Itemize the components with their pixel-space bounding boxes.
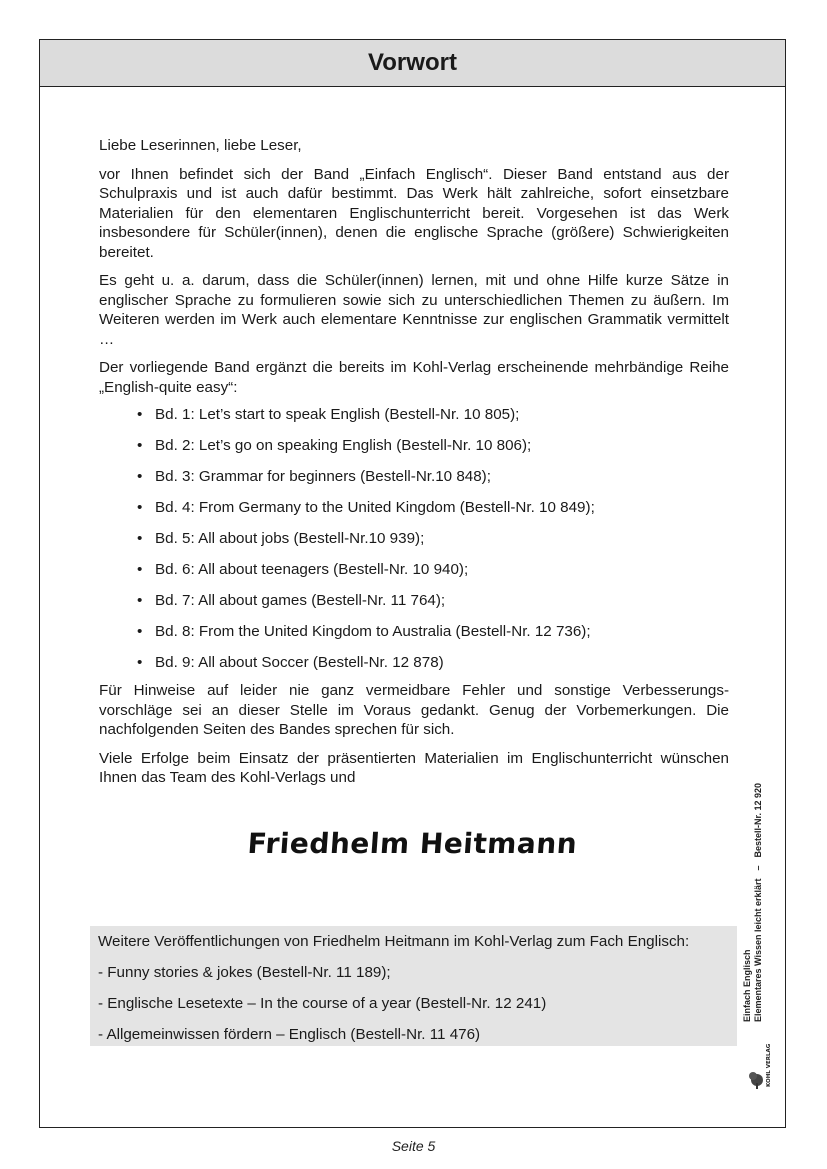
publications-box <box>90 926 737 1046</box>
paragraph-goals: Es geht u. a. darum, dass die Schüler(innen) lernen, mit und ohne Hilfe kurze Sätze in englischer Sprache zu formulieren sowie sich zu unterschiedlichen Themen zu äußern. Im Weiteren werden im Werk auch elementare Kenntnisse zur englischen Grammatik vermittelt … <box>99 272 729 348</box>
publications-heading: Weitere Veröffentlichungen von Friedhelm Heitmann im Kohl-Verlag zum Fach Englisch: <box>98 933 690 950</box>
list-item: • Bd. 9: All about Soccer (Bestell-Nr. 12 878) <box>137 653 729 684</box>
list-item: • Bd. 2: Let’s go on speaking English (Bestell-Nr. 10 806); <box>137 436 729 467</box>
list-item: - Allgemeinwissen fördern – Englisch (Bestell-Nr. 11 476) <box>98 1026 481 1043</box>
list-item: • Bd. 7: All about games (Bestell-Nr. 11 764); <box>137 591 729 622</box>
list-item: • Bd. 1: Let’s start to speak English (Bestell-Nr. 10 805); <box>137 405 729 436</box>
side-publication-info <box>742 722 764 1022</box>
list-item: - Funny stories & jokes (Bestell-Nr. 11 189); <box>98 964 391 981</box>
page-frame <box>39 39 786 1128</box>
list-item: - Englische Lesetexte – In the course of a year (Bestell-Nr. 12 241) <box>98 995 547 1012</box>
series-list <box>99 405 729 684</box>
side-order-number: Bestell-Nr. 12 920 <box>753 782 763 858</box>
publisher-logo-icon <box>746 1033 780 1091</box>
paragraph-series: Der vorliegende Band ergänzt die bereits im Kohl-Verlag erscheinende mehrbändige Reihe „English-quite easy“: <box>99 359 729 396</box>
author-signature: Friedhelm Heitmann <box>246 827 579 860</box>
page-title: Vorwort <box>40 40 785 87</box>
side-separator: – <box>753 865 763 871</box>
list-item: • Bd. 6: All about teenagers (Bestell-Nr. 10 940); <box>137 560 729 591</box>
paragraph-intro: vor Ihnen befindet sich der Band „Einfach Englisch“. Dieser Band entstand aus der Schulpraxis und ist auch dafür bestimmt. Das Werk hält zahlreiche, sofort einsetzbare Materialien für den elementaren Englischunterricht bereit. Vorgesehen ist das Werk insbesondere für Schüler(innen), denen die englische Sprache (größere) Schwierigkeiten bereitet. <box>99 165 729 261</box>
list-item: • Bd. 3: Grammar for beginners (Bestell-Nr.10 848); <box>137 467 729 498</box>
logo-text: KOHL VERLAG <box>766 1043 772 1087</box>
list-item: • Bd. 8: From the United Kingdom to Australia (Bestell-Nr. 12 736); <box>137 622 729 653</box>
list-item: • Bd. 4: From Germany to the United Kingdom (Bestell-Nr. 10 849); <box>137 498 729 529</box>
greeting: Liebe Leserinnen, liebe Leser, <box>99 137 302 154</box>
list-item: • Bd. 5: All about jobs (Bestell-Nr.10 939); <box>137 529 729 560</box>
paragraph-wishes: Viele Erfolge beim Einsatz der präsentierten Materialien im Englischunterricht wünschen Ihnen das Team des Kohl-Verlags und <box>99 749 729 786</box>
foreword-body <box>99 136 729 797</box>
paragraph-feedback: Für Hinweise auf leider nie ganz vermeidbare Fehler und sonstige Verbesserungs- vorschläge sei an dieser Stelle im Voraus gedankt. Genug der Vorbemerkungen. Die nachfolgenden Seiten des Bandes sprechen für sich. <box>99 682 729 738</box>
page-number: Seite 5 <box>391 1138 436 1154</box>
side-title: Einfach Englisch <box>742 949 752 1022</box>
side-subtitle: Elementares Wissen leicht erklärt <box>753 878 763 1022</box>
